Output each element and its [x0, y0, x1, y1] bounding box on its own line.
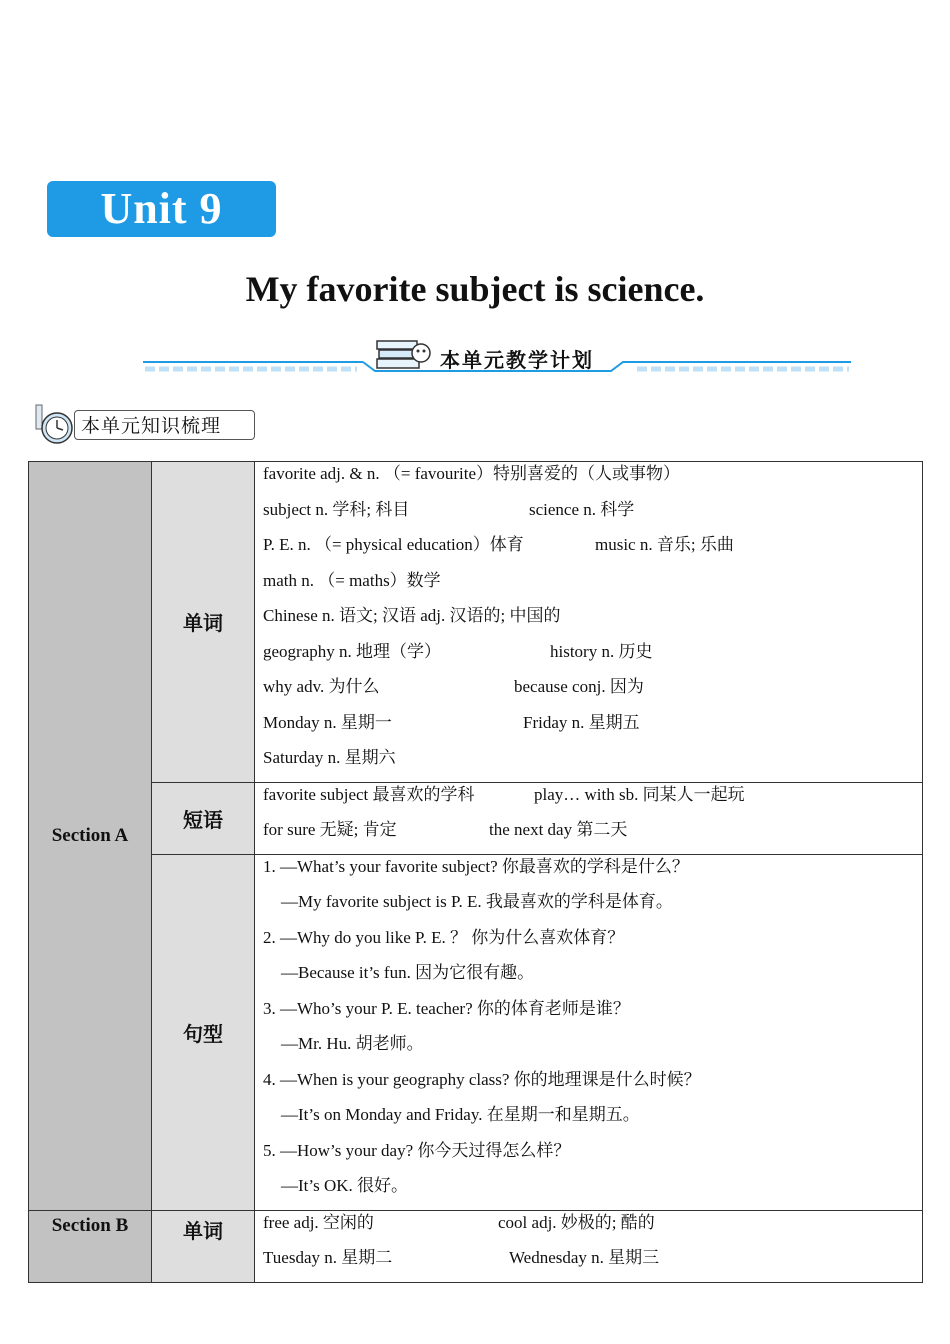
- table-row: [29, 462, 923, 783]
- words-label: 单词: [152, 462, 255, 783]
- phrases-cell: [255, 782, 923, 854]
- words-cell: [255, 1210, 923, 1282]
- list-item: favorite adj. & n. （= favourite）特别喜爱的（人或事物）: [263, 464, 681, 483]
- list-item: math n. （= maths）数学: [263, 570, 441, 590]
- sentences-cell: [255, 854, 923, 1210]
- page-title: My favorite subject is science.: [245, 269, 705, 309]
- list-item: —It’s on Monday and Friday. 在星期一和星期五。: [281, 1105, 640, 1124]
- phrases-label: 短语: [152, 782, 255, 854]
- list-item: 3. —Who’s your P. E. teacher? 你的体育老师是谁？: [263, 998, 630, 1018]
- list-item: free adj. 空闲的 cool adj. 妙极的; 酷的: [263, 1212, 655, 1232]
- table-row: [29, 1210, 923, 1282]
- section-b-label: Section B: [29, 1210, 152, 1282]
- list-item: Tuesday n. 星期二 Wednesday n. 星期三: [263, 1248, 660, 1267]
- list-item: why adv. 为什么 because conj. 因为: [263, 677, 644, 696]
- list-item: P. E. n. （= physical education）体育 music n. 音乐; 乐曲: [263, 535, 734, 554]
- list-item: Monday n. 星期一 Friday n. 星期五: [263, 712, 640, 732]
- words-cell: [255, 462, 923, 783]
- knowledge-label: 本单元知识梳理: [74, 410, 255, 440]
- list-item: Saturday n. 星期六: [263, 748, 396, 767]
- list-item: 4. —When is your geography class? 你的地理课是什么时候？: [263, 1069, 701, 1089]
- list-item: 5. —How’s your day? 你今天过得怎么样？: [263, 1140, 571, 1160]
- table-row: [29, 854, 923, 1210]
- list-item: 1. —What’s your favorite subject? 你最喜欢的学科是什么？: [263, 856, 689, 876]
- words-label: 单词: [152, 1210, 255, 1282]
- list-item: geography n. 地理（学） history n. 历史: [263, 641, 653, 661]
- list-item: for sure 无疑; 肯定 the next day 第二天: [263, 820, 628, 839]
- sentences-label: 句型: [152, 854, 255, 1210]
- table-row: [29, 782, 923, 854]
- list-item: 2. —Why do you like P. E. ？ 你为什么喜欢体育？: [263, 927, 625, 947]
- clock-icon: [33, 403, 77, 445]
- list-item: —Mr. Hu. 胡老师。: [281, 1034, 424, 1053]
- section-a-label: Section A: [29, 462, 152, 1211]
- list-item: —It’s OK. 很好。: [281, 1176, 409, 1195]
- unit-badge: Unit 9: [47, 181, 276, 237]
- list-item: —Because it’s fun. 因为它很有趣。: [281, 963, 535, 982]
- plan-label: 本单元教学计划: [440, 348, 594, 372]
- list-item: Chinese n. 语文; 汉语 adj. 汉语的; 中国的: [263, 606, 561, 625]
- knowledge-table: [28, 461, 923, 1283]
- list-item: subject n. 学科; 科目 science n. 科学: [263, 499, 635, 519]
- list-item: —My favorite subject is P. E. 我最喜欢的学科是体育。: [281, 892, 673, 911]
- list-item: favorite subject 最喜欢的学科 play… with sb. 同某人一起玩: [263, 784, 745, 804]
- books-icon: [375, 337, 433, 373]
